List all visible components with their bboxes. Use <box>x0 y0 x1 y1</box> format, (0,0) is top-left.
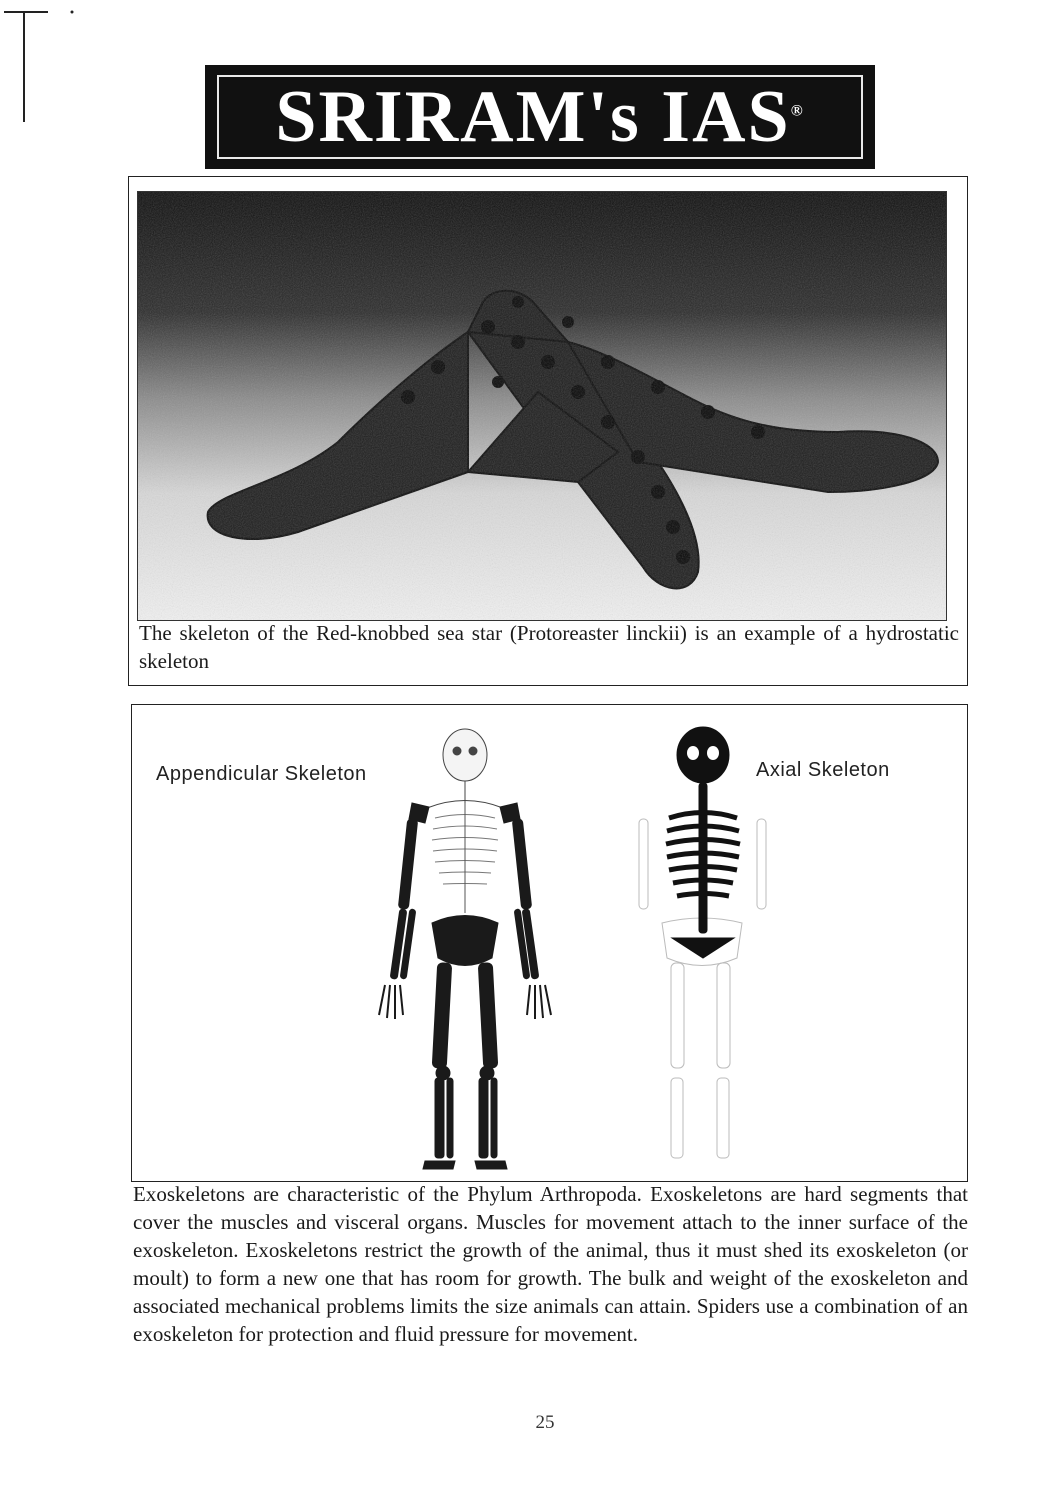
figure-caption: The skeleton of the Red-knobbed sea star (Protoreaster linckii) is an example of a hydrostatic skeleton <box>139 621 959 673</box>
sea-star-photo <box>137 191 947 621</box>
figure-sea-star <box>128 176 968 686</box>
label-axial: Axial Skeleton <box>756 759 890 781</box>
appendicular-skeleton-illustration <box>357 723 587 1173</box>
page-number: 25 <box>535 1412 555 1433</box>
logo-text: SRIRAM's IAS® <box>275 76 805 158</box>
scan-corner-mark <box>2 2 82 132</box>
body-paragraph: Exoskeletons are characteristic of the Phylum Arthropoda. Exoskeletons are hard segments that cover the muscles and visceral organs. Muscles for movement attach to the inner surface of the exoskeleton. Exoskeletons restrict the growth of the animal, thus it must shed its exoskeleton (or moult) to form a new one that has room for growth. The bulk and weight of the exoskeleton and associated mechanical problems limits the size animals can attain. Spiders use a combination of an exoskeleton for protection and fluid pressure for movement. <box>133 1182 968 1346</box>
figure-skeletons <box>131 704 968 1182</box>
axial-skeleton-illustration <box>587 723 817 1173</box>
registered-mark: ® <box>790 102 805 120</box>
header-logo <box>205 65 875 169</box>
label-appendicular: Appendicular Skeleton <box>156 763 367 785</box>
